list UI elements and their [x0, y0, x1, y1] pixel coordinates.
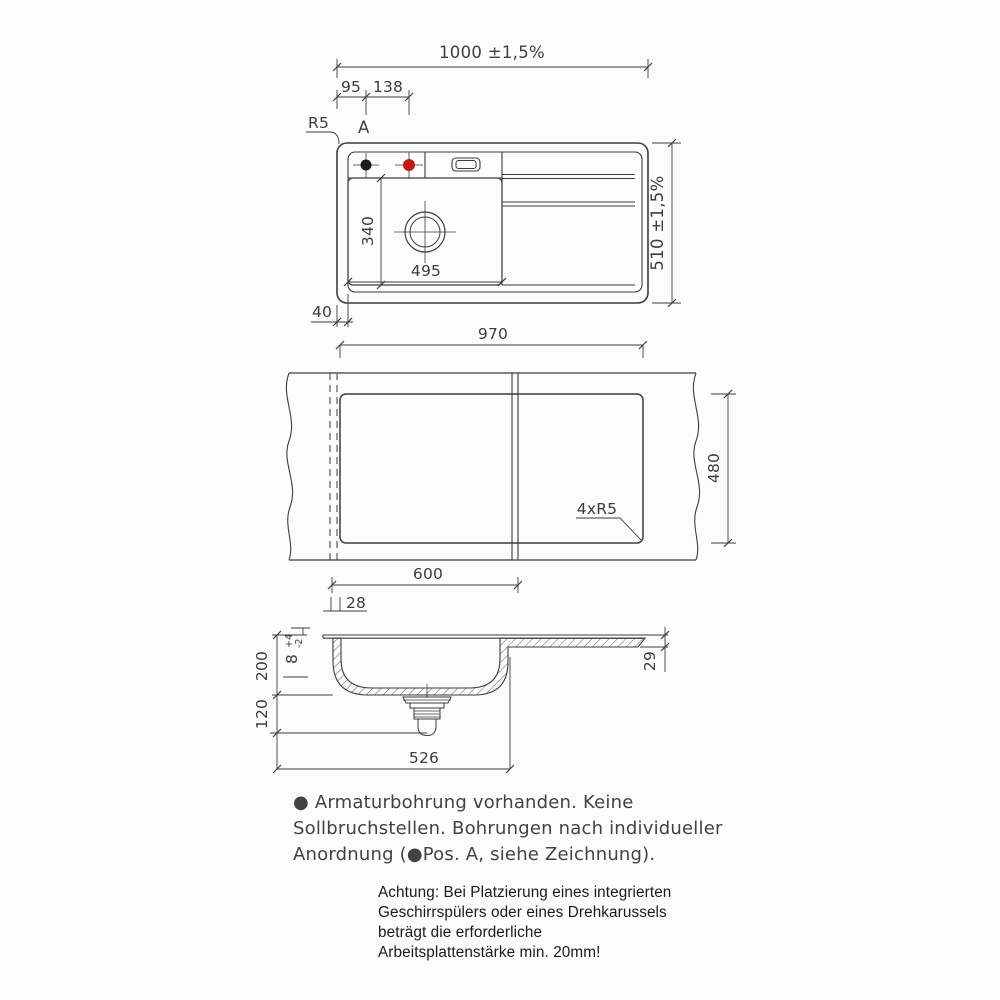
- corner-radius-label: R5: [308, 114, 330, 132]
- drain-crosshair: [394, 201, 456, 263]
- dim-overall-width-label: 1000 ±1,5%: [439, 43, 545, 62]
- cutout-rect: [340, 394, 643, 543]
- dim-edge-distance-label: 28: [346, 594, 367, 612]
- dim-rim-tol-plus: +4: [284, 633, 295, 648]
- section-view: [253, 627, 669, 773]
- hidden-edge-lines: [330, 373, 337, 560]
- cutout-view: [286, 325, 736, 612]
- cutout-corner-radius-leader: [576, 518, 642, 541]
- dim-line-clearance: [270, 695, 427, 733]
- dim-overall-depth-label: 510 ±1,5%: [648, 175, 667, 271]
- break-line-left: [286, 373, 292, 560]
- faucet-hole-black: [361, 160, 372, 171]
- warning-line-2: Geschirrspülers oder eines Drehkarussels: [378, 904, 667, 921]
- cutout-corner-radius-label: 4xR5: [576, 500, 618, 518]
- drain-collar: [410, 703, 444, 708]
- dim-basin-zone-label: 600: [412, 565, 444, 583]
- dim-clearance-label: 120: [253, 698, 271, 730]
- top-view: [306, 43, 681, 327]
- divider-lines: [512, 373, 518, 560]
- dim-basin-depth-label: 340: [359, 215, 377, 247]
- warning-line-1: Achtung: Bei Platzierung eines integrierten: [378, 884, 672, 901]
- warning-line-3: beträgt die erforderliche: [378, 924, 543, 941]
- dim-cutout-width-label: 970: [477, 325, 509, 343]
- overflow-knob-inner: [456, 161, 476, 169]
- warning-line-4: Arbeitsplattenstärke min. 20mm!: [378, 944, 601, 961]
- drainboard-lines: [502, 175, 635, 286]
- section-material: [333, 638, 645, 695]
- dim-basin-outer-width-label: 526: [408, 749, 440, 767]
- dim-basin-depth-section-label: 200: [253, 650, 271, 682]
- dim-line-basin-outer-width: [277, 657, 510, 769]
- note-line-3: Anordnung (●Pos. A, siehe Zeichnung).: [293, 844, 656, 865]
- warning-block: [378, 884, 671, 961]
- sink-inner-rim: [348, 152, 642, 292]
- dim-hole-offset-left-label: 95: [340, 78, 362, 96]
- dim-hole-spacing-label: 138: [372, 78, 404, 96]
- dim-cutout-depth-label: 480: [705, 452, 723, 484]
- dim-rim-tol-minus: -2: [294, 638, 305, 648]
- dim-edge-offset-label: 40: [311, 303, 333, 321]
- dim-edge-thickness-label: 29: [641, 650, 659, 672]
- dim-basin-width-label: 495: [410, 262, 442, 280]
- hole-a-label: A: [358, 118, 370, 137]
- faucet-hole-red: [403, 159, 415, 171]
- note-line-2: Sollbruchstellen. Bohrungen nach individueller: [293, 818, 723, 839]
- note-line-1: ● Armaturbohrung vorhanden. Keine: [293, 792, 634, 813]
- sink-outer-edge: [337, 143, 648, 303]
- dim-rim-height-label: 8: [283, 653, 301, 664]
- break-line-right: [693, 373, 699, 560]
- notes-block: [293, 792, 723, 865]
- dim-rim-height-group: [283, 634, 305, 664]
- corner-radius-leader: [306, 132, 339, 144]
- worktop-edges: [289, 373, 696, 560]
- dim-line-cutout-width: [340, 345, 643, 358]
